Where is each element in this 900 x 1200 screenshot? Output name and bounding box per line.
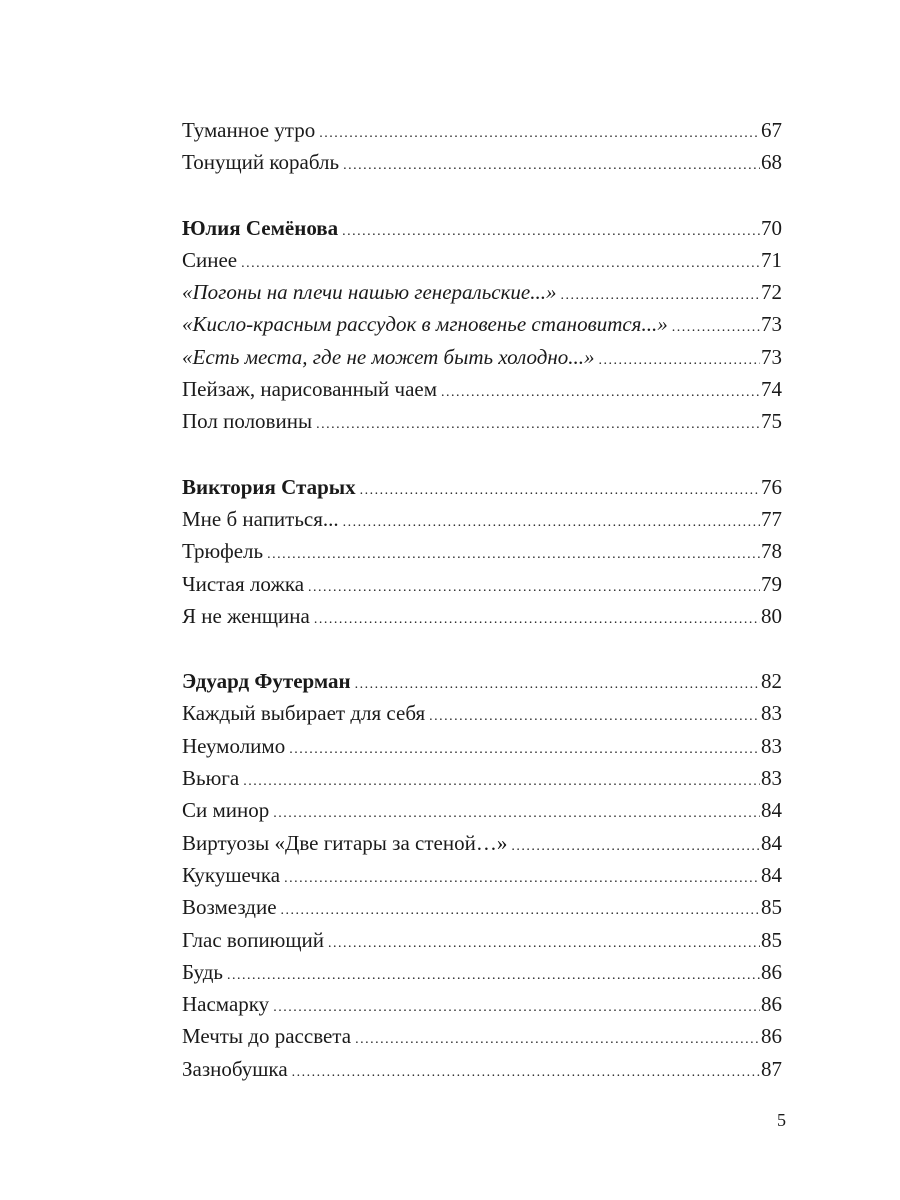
toc-entry-page: 84 [761, 862, 782, 887]
toc-entry-title: Пол половины [182, 409, 313, 434]
dot-leader [343, 150, 760, 182]
dot-leader [511, 831, 760, 863]
toc-entry-page: 75 [761, 409, 782, 434]
toc-entry-title: Глас вопиющий [182, 927, 325, 952]
toc-entry-row [182, 730, 782, 762]
dot-leader [441, 377, 760, 409]
toc-entry-title: Виктория Старых [182, 474, 356, 499]
toc-entry-page: 82 [761, 669, 782, 694]
toc-entry-row [182, 308, 782, 340]
toc-entry-title: Насмарку [182, 992, 270, 1017]
toc-author-row [182, 471, 782, 503]
dot-leader [328, 928, 760, 960]
table-of-contents [182, 114, 782, 1118]
toc-entry-page: 79 [761, 571, 782, 596]
toc-entry-row [182, 503, 782, 535]
toc-entry-row [182, 276, 782, 308]
dot-leader [342, 216, 760, 248]
toc-entry-row [182, 827, 782, 859]
toc-entry-title: «Есть места, где не может быть холодно...» [182, 344, 595, 369]
dot-leader [308, 572, 760, 604]
toc-entry-row [182, 1020, 782, 1052]
toc-entry-title: Кукушечка [182, 862, 281, 887]
toc-entry-page: 68 [761, 150, 782, 175]
toc-entry-row [182, 697, 782, 729]
toc-entry-page: 76 [761, 474, 782, 499]
toc-entry-row [182, 373, 782, 405]
toc-entry-title: Каждый выбирает для себя [182, 701, 426, 726]
toc-entry-title: Неумолимо [182, 733, 286, 758]
dot-leader [355, 1024, 760, 1056]
toc-entry-title: Будь [182, 959, 223, 984]
toc-entry-title: Чистая ложка [182, 571, 305, 596]
toc-section [182, 665, 782, 1085]
toc-section [182, 471, 782, 632]
toc-entry-title: «Погоны на плечи нашью генеральские...» [182, 280, 557, 305]
dot-leader [429, 701, 760, 733]
toc-entry-title: Синее [182, 247, 238, 272]
dot-leader [243, 766, 760, 798]
toc-entry-page: 73 [761, 344, 782, 369]
toc-entry-title: Возмездие [182, 895, 277, 920]
toc-entry-page: 70 [761, 215, 782, 240]
dot-leader [292, 1057, 760, 1089]
toc-entry-title: Мечты до рассвета [182, 1024, 352, 1049]
toc-entry-page: 77 [761, 506, 782, 531]
dot-leader [319, 118, 760, 150]
toc-entry-row [182, 762, 782, 794]
toc-entry-page: 83 [761, 766, 782, 791]
toc-entry-page: 67 [761, 118, 782, 142]
toc-entry-title: Я не женщина [182, 603, 310, 628]
toc-entry-row [182, 114, 782, 146]
toc-entry-title: Вьюга [182, 766, 240, 791]
toc-author-row [182, 212, 782, 244]
toc-entry-title: Юлия Семёнова [182, 215, 339, 240]
dot-leader [267, 539, 760, 571]
toc-entry-title: Мне б напиться... [182, 506, 339, 531]
toc-entry-title: Трюфель [182, 539, 264, 564]
toc-entry-page: 73 [761, 312, 782, 337]
toc-entry-row [182, 988, 782, 1020]
toc-entry-page: 72 [761, 280, 782, 305]
toc-entry-page: 85 [761, 927, 782, 952]
toc-entry-title: Тонущий корабль [182, 150, 340, 175]
toc-entry-page: 74 [761, 377, 782, 402]
toc-entry-row [182, 405, 782, 437]
toc-entry-title: Зазнобушка [182, 1056, 288, 1081]
toc-entry-row [182, 794, 782, 826]
toc-entry-page: 84 [761, 830, 782, 855]
toc-entry-row [182, 146, 782, 178]
toc-entry-page: 86 [761, 959, 782, 984]
toc-entry-page: 86 [761, 1024, 782, 1049]
toc-entry-row [182, 568, 782, 600]
toc-entry-page: 86 [761, 992, 782, 1017]
dot-leader [343, 507, 760, 539]
dot-leader [599, 345, 761, 377]
dot-leader [289, 734, 760, 766]
toc-entry-row [182, 891, 782, 923]
toc-section [182, 212, 782, 438]
dot-leader [281, 895, 760, 927]
dot-leader [227, 960, 760, 992]
dot-leader [360, 475, 760, 507]
dot-leader [316, 409, 760, 441]
toc-entry-title: Пейзаж, нарисованный чаем [182, 377, 437, 402]
toc-entry-page: 85 [761, 895, 782, 920]
toc-author-row [182, 665, 782, 697]
toc-entry-title: «Кисло-красным рассудок в мгновенье становится...» [182, 312, 668, 337]
toc-entry-row [182, 244, 782, 276]
toc-section [182, 114, 782, 179]
toc-entry-title: Туманное утро [182, 118, 316, 142]
toc-entry-row [182, 1053, 782, 1085]
toc-entry-row [182, 600, 782, 632]
page-number: 5 [777, 1110, 786, 1130]
toc-entry-title: Си минор [182, 798, 270, 823]
toc-entry-page: 87 [761, 1056, 782, 1081]
dot-leader [284, 863, 760, 895]
toc-entry-row [182, 341, 782, 373]
toc-entry-page: 83 [761, 733, 782, 758]
toc-entry-page: 83 [761, 701, 782, 726]
dot-leader [314, 604, 760, 636]
toc-entry-row [182, 924, 782, 956]
toc-entry-page: 84 [761, 798, 782, 823]
toc-entry-title: Виртуозы «Две гитары за стеной…» [182, 830, 508, 855]
toc-entry-page: 71 [761, 247, 782, 272]
toc-entry-row [182, 859, 782, 891]
toc-entry-title: Эдуард Футерман [182, 669, 351, 694]
toc-entry-page: 80 [761, 603, 782, 628]
dot-leader [672, 312, 760, 344]
toc-entry-row [182, 956, 782, 988]
toc-entry-page: 78 [761, 539, 782, 564]
toc-entry-row [182, 535, 782, 567]
